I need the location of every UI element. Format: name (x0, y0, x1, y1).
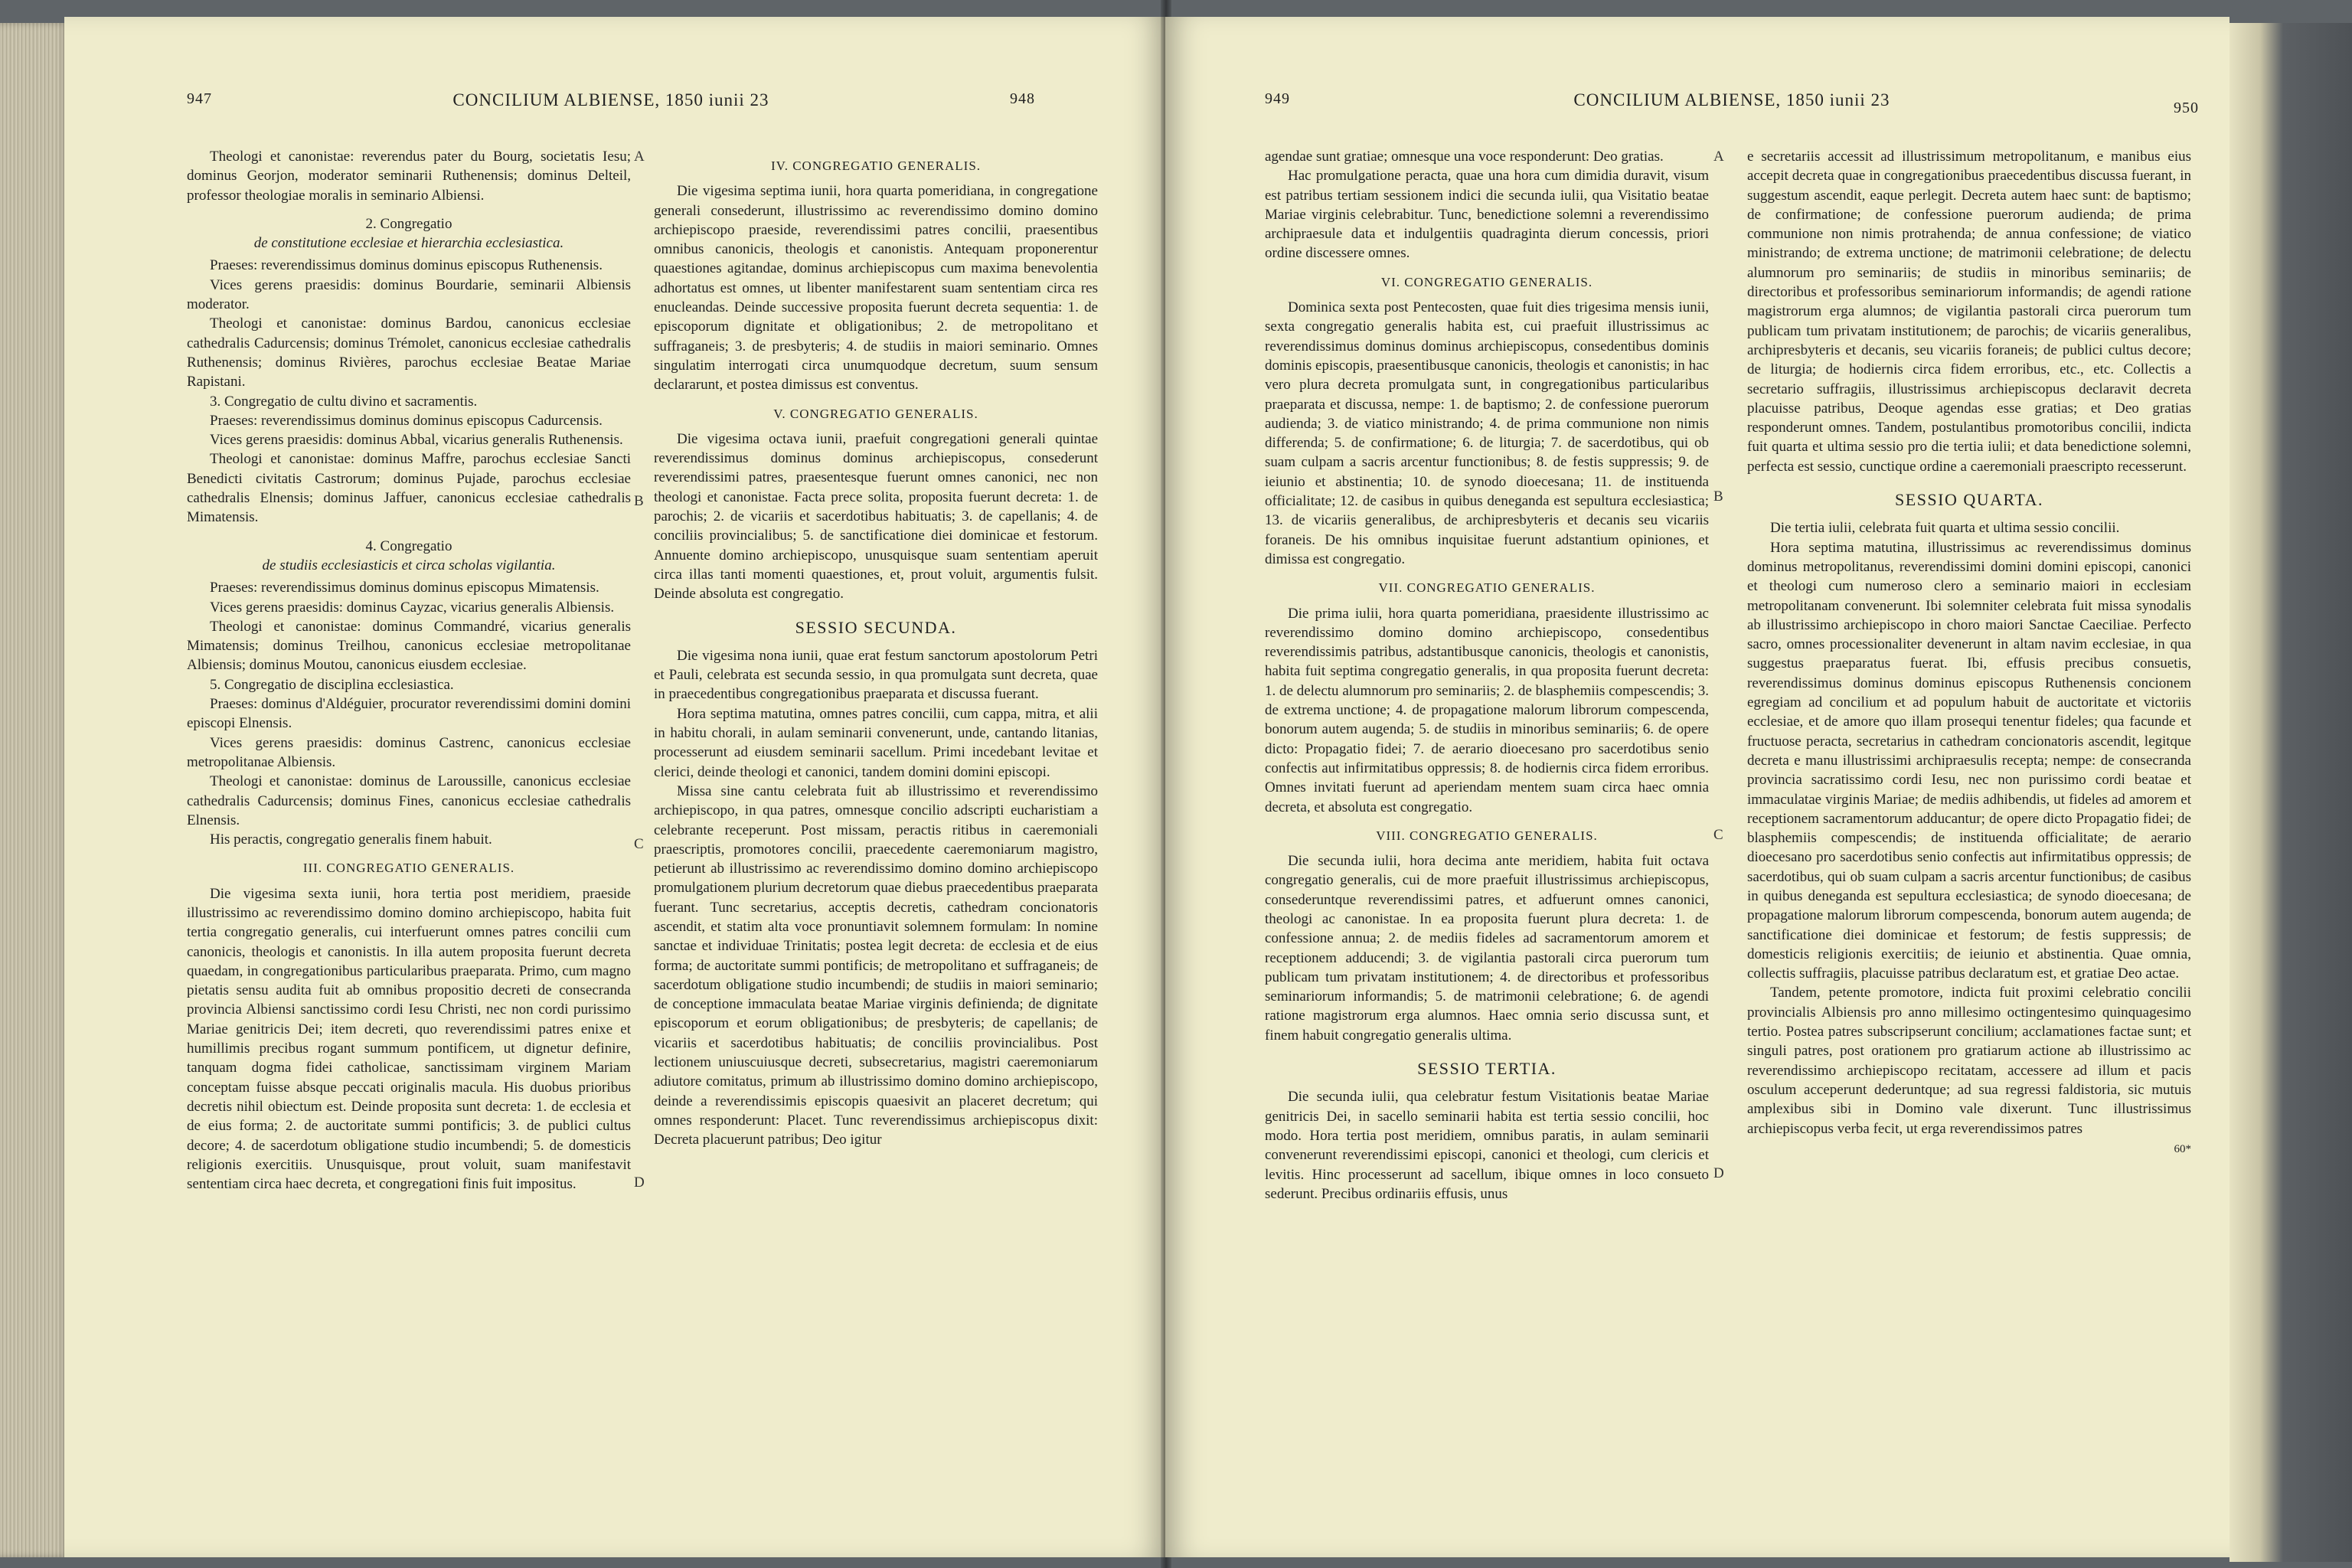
margin-letter-d: D (634, 1174, 645, 1191)
page-number-949: 949 (1265, 90, 1290, 107)
paragraph: Vices gerens praesidis: dominus Castrenc, canonicus ecclesiae metropolitanae Albiensis. (187, 734, 631, 770)
margin-letter-a: A (1713, 149, 1724, 165)
section-heading: VII. CONGREGATIO GENERALIS. (1378, 580, 1596, 596)
paragraph: Dominica sexta post Pentecosten, quae fuit dies trigesima mensis iunii, sexta congregatio generalis habita est, cui praefuit illustrissimus ac reverendissimus dominus dominus archiepiscopus, consedentibus dominis dominis episcopis, praesentibusque canonicis, theologis et canonistis; in hac vero plura decreta promulgata sunt, in congregationibus particularibus praeparata et discussa, nempe: 1. de baptismo; 2. de confessione puerorum audienda; 3. de viatico ministrando; 4. de prima communione non nimis differenda; 5. de confirmatione; 6. de liturgia; 7. de sacerdotibus, qui ob suam culpam a sacris arcentur functionibus; 8. de festis suppressis; 9. de ieiunio et abstinentia; 10. de synodo dioecesana; 11. de instituenda officialitate; 12. de casibus in quibus deneganda est sepultura ecclesiastica; 13. de vicariis generalibus, de archipresbyteris et decanis seu vicariis foraneis. De his omnibus inquisitae fuerunt adstantium opiniones, et dimissa est congregatio. (1265, 299, 1709, 567)
paragraph: Die secunda iulii, qua celebratur festum Visitationis beatae Mariae genitricis Dei, in sacello seminarii habita est tertia sessio concilii, hoc modo. Hora tertia post meridiem, omnibus paratis, in aulam seminarii convenerunt reverendissimi episcopi, canonici et theologi, cum clericis et levitis. Hinc processerunt ad sacellum, ibique omnes in loco consueto sederunt. Precibus ordinariis effusis, unus (1265, 1089, 1709, 1202)
left-page (64, 17, 1165, 1557)
paragraph: Theologi et canonistae: reverendus pater du Bourg, societatis Iesu; dominus Georjon, moderator seminarii Ruthenensis; dominus Delteil, professor theologiae moralis in seminario Albiensi. (187, 149, 631, 204)
paragraph: agendae sunt gratiae; omnesque una voce responderunt: Deo gratias. (1265, 149, 1664, 165)
section-heading: VIII. CONGREGATIO GENERALIS. (1376, 828, 1598, 843)
paragraph: Vices gerens praesidis: dominus Abbal, vicarius generalis Ruthenensis. (210, 432, 623, 449)
section-heading: VI. CONGREGATIO GENERALIS. (1380, 274, 1593, 289)
book-right-edge (2230, 23, 2352, 1562)
right-page (1165, 17, 2230, 1557)
margin-letter-c: C (634, 836, 644, 852)
paragraph: Missa sine cantu celebrata fuit ab illustrissimo et reverendissimo archiepiscopo, in qua patres, omnesque concilio adscripti eucharistiam a celebrante receperunt. Post missam, peractis ritibus in caeremoniali praescriptis, promotores concilii, praecedente caeremoniarum magistro, petierunt ab illustrissimo ac reverendissimo domino domino archiepiscopo promulgationem plurium decretorum quae diebus praecedentibus praeparata fuerant. Tunc secretarius, acceptis decretis, cathedram concionatoris ascendit, et statim alta voce pronuntiavit solemnem formulam: In nomine sanctae et individuae Trinitatis; postea legit decreta: de ecclesia et de eius forma; de auctoritate summi pontificis; de metropolitano et suffraganeis; de sacerdotum obligatione studio incumbendi; de studiis in maiori seminario; de conceptione immaculata beatae Mariae virginis definienda; de dignitate episcoporum et eorum obligationibus; de presbyteris; de capellanis; de vicariis et sacerdotibus habituatis; de conciliis provincialibus. Post lectionem uniuscuiusque decreti, subsecretarius, magistri caeremoniarum adiutore comitatus, primum ab illustrissimo domino domino archiepiscopo, deinde a reverendissimis episcopis quaesivit an placeret decretum; qui omnes responderunt: Placet. Tunc reverendissimus archiepiscopus dixit: Decreta placuerunt patribus; Deo igitur (654, 782, 1098, 1148)
congregation-subtitle: de constitutione ecclesiae et hierarchia ecclesiastica. (253, 235, 564, 252)
session-heading: SESSIO SECUNDA. (795, 617, 957, 637)
signature-mark: 60* (2174, 1142, 2191, 1155)
congregation-title: 4. Congregatio (365, 537, 452, 554)
paragraph: Die vigesima nona iunii, quae erat festum sanctorum apostolorum Petri et Pauli, celebrata est secunda sessio, in qua promulgata sunt decreta, quae in praecedentibus congregationibus praeparata et discussa fuerant. (654, 647, 1098, 703)
paragraph: Theologi et canonistae: dominus Commandré, vicarius generalis Mimatensis; dominus Treilhou, canonicus ecclesiae metropolitanae Albiensis; dominus Moutou, canonicus eiusdem ecclesiae. (187, 618, 631, 674)
margin-letter-a: A (634, 149, 645, 165)
page-number-950: 950 (2174, 100, 2199, 116)
page-number-947: 947 (187, 90, 212, 107)
section-heading: III. CONGREGATIO GENERALIS. (302, 861, 515, 876)
book-page-edges (0, 23, 69, 1557)
paragraph: Vices gerens praesidis: dominus Bourdarie, seminarii Albiensis moderator. (187, 276, 631, 313)
congregation-subtitle: de studiis ecclesiasticis et circa scholas vigilantia. (262, 557, 556, 573)
left-page-column-2 (654, 147, 1098, 1150)
running-title: CONCILIUM ALBIENSE, 1850 iunii 23 (452, 90, 769, 109)
paragraph: e secretariis accessit ad illustrissimum metropolitanum, e manibus eius accepit decreta quae in congregationibus praecedentibus discussa fuerant, in suggestum ascendit, eaque perlegit. Decreta autem haec sunt: de baptismo; de confirmatione; de confessione puerorum audienda; de prima communione non nimis protrahenda; de annua confessione; de viatico ministrando; de extrema unctione; de matrimonii celebratione; de delectu alumnorum pro seminariis; de studiis in minoribus seminariis; de directoribus et professoribus seminariorum informandis; de agendi ratione magistrorum erga alumnos; de vigilantia pastorali circa puerorum tum publicam tum privatam institutionem; de parochis; de vicariis generalibus, archipresbyteris et decanis, seu vicariis foraneis; de publici cultus decore; de liturgia; de hodiernis circa fidem erroribus, etc., etc. Collectis a secretario suffragiis, illustrissimus archiepiscopus declaravit decreta placuisse patribus, Deoque agendas esse gratias; et Deo gratias responderunt omnes. Tandem, postulantibus promotoribus concilii, indicta fuit quarta et ultima sessio pro die tertia iulii; et data benedictione solemni, perfecta est sessio, cunctique ordine a caeremoniali praescripto recesserunt. (1747, 149, 2191, 475)
paragraph: Hora septima matutina, omnes patres concilii, cum cappa, mitra, et alii in habitu chorali, in aulam seminarii convenerunt, unde, cantando litanias, processerunt ad eiusdem seminarii sacellum. Primi incedebant levitae et clerici, deinde theologi et canonici, tandem domini domini episcopi. (654, 705, 1098, 780)
left-page-column-1 (187, 147, 631, 1194)
right-page-column-1 (1265, 147, 1709, 1204)
paragraph: Praeses: reverendissimus dominus dominus episcopus Ruthenensis. (210, 257, 603, 274)
section-heading: V. CONGREGATIO GENERALIS. (773, 406, 978, 421)
right-page-column-2 (1747, 147, 2191, 1159)
paragraph: Tandem, petente promotore, indicta fuit proximi celebratio concilii provincialis Albiensis pro anno millesimo octingentesimo quinquagesimo tertio. Postea patres subscripserunt concilium; acclamationes factae sunt; et singuli patres, post orationem pro gratiarum actione ab illustrissimo ac reverendissimo archiepiscopo recitatam, accessere ad illum et pacis osculum acceperunt dederuntque; ad sua regressi faldistoria, sic mutuis amplexibus sibi in Domino vale dixerunt. Tunc illustrissimus archiepiscopus verba fecit, ut erga reverendissimos patres (1747, 985, 2191, 1137)
paragraph: Praeses: reverendissimus dominus dominus episcopus Mimatensis. (210, 580, 599, 596)
paragraph: Theologi et canonistae: dominus Maffre, parochus ecclesiae Sancti Benedicti civitatis Castrorum; dominus Pujade, parochus ecclesiae cathedralis Elnensis; dominus Jaffuer, canonicus ecclesiae cathedralis Mimatensis. (187, 451, 631, 526)
paragraph: Die secunda iulii, hora decima ante meridiem, habita fuit octava congregatio generalis, cui de more praefuit illustrissimus archiepiscopus, consederuntque reverendissimi patres, et adfuerunt omnes canonici, theologi ac canonistae. In ea proposita fuerunt plura decreta: 1. de confessione annua; 2. de mediis fideles ad sacramentorum amorem et receptionem adducendi; 3. de vigilantia pastorali circa puerorum tum publicam tum privatam institutionem; 4. de directoribus et professoribus seminariorum informandis; 5. de matrimonii celebratione; 6. de agendi ratione magistrorum erga alumnos. Haec omnia serio discussa sunt, et finem habuit congregatio generalis ultima. (1265, 853, 1709, 1044)
paragraph: 3. Congregatio de cultu divino et sacramentis. (210, 393, 478, 410)
paragraph: Praeses: reverendissimus dominus dominus episcopus Cadurcensis. (210, 412, 603, 429)
paragraph: 5. Congregatio de disciplina ecclesiastica. (210, 676, 454, 693)
margin-letter-c: C (1713, 827, 1723, 843)
page-number-948: 948 (1010, 90, 1035, 107)
left-running-head (187, 90, 1035, 121)
congregation-title: 2. Congregatio (365, 215, 452, 232)
running-title: CONCILIUM ALBIENSE, 1850 iunii 23 (1573, 90, 1890, 109)
paragraph: Praeses: dominus d'Aldéguier, procurator reverendissimi domini domini episcopi Elnensis. (187, 696, 631, 732)
paragraph: Die prima iulii, hora quarta pomeridiana, praesidente illustrissimo ac reverendissimo domino domino archiepiscopo, consedentibus reverendissimis patribus, adstantibusque canonicis, theologis et canonistis, habita fuit septima congregatio generalis, in qua proposita fuerunt decreta: 1. de delectu alumnorum pro seminariis; 2. de blasphemiis compescendis; 3. de extrema unctione; 4. de propagatione malorum librorum compescenda, bonorum autem augenda; 5. de studiis in minoribus seminariis; 6. de opere dicto: Propagatio fidei; 7. de aerario dioecesano pro sacerdotibus senio confectis aut infirmitatibus oppressis; 8. de hodiernis circa fidem erroribus. Omnes invitati fuerunt ad aperiendam mentem suam circa haec omnia decreta, et absoluta est congregatio. (1265, 605, 1709, 815)
margin-letter-b: B (1713, 488, 1723, 505)
paragraph: His peractis, congregatio generalis finem habuit. (210, 831, 492, 848)
paragraph: Die vigesima octava iunii, praefuit congregationi generali quintae reverendissimus dominus dominus archiepiscopus, consederunt reverendissimi patres, praesentesque fuerunt omnes canonici, nec non theologi et canonistae. Facta prece solita, proposita fuerunt decreta: 1. de parochis; 2. de vicariis et sacerdotibus habituatis; 3. de capellanis; 4. de conciliis provincialibus; 5. de sanctificatione diei dominicae et festorum. Annuente domino archiepiscopo, unusquisque suam sententiam aperuit circa illas tanti momenti quaestiones, et, prout voluit, argumentis fulsit. Deinde absoluta est congregatio. (654, 430, 1098, 603)
session-heading: SESSIO QUARTA. (1895, 490, 2043, 510)
paragraph: Die tertia iulii, celebrata fuit quarta et ultima sessio concilii. (1770, 520, 2120, 537)
paragraph: Theologi et canonistae: dominus de Laroussille, canonicus ecclesiae cathedralis Cadurcensis; dominus Fines, canonicus ecclesiae cathedralis Elnensis. (187, 773, 631, 828)
session-heading: SESSIO TERTIA. (1417, 1059, 1557, 1079)
paragraph: Theologi et canonistae: dominus Bardou, canonicus ecclesiae cathedralis Cadurcensis; dominus Trémolet, canonicus ecclesiae cathedralis Ruthenensis; dominus Rivières, parochus ecclesiae Beatae Mariae Rapistani. (187, 315, 631, 390)
section-heading: IV. CONGREGATIO GENERALIS. (770, 158, 982, 173)
paragraph: Die vigesima septima iunii, hora quarta pomeridiana, in congregatione generali consederunt, illustrissimo ac reverendissimo domino domino archiepiscopo praeside, reverendissimi patres concilii, praesentibus omnibus canonicis, theologis et canonistis. Antequam proponerentur quaestiones agitandae, dominus archiepiscopus cum maxima benevolentia adhortatus est omnes, ut libenter manifestarent suam sententiam circa res enucleandas. Deinde successive proposita fuerunt decreta sequentia: 1. de episcoporum dignitate et obligationibus; 2. de metropolitano et suffraganeis; 3. de presbyteris; 4. de studiis in maiori seminario. Omnes singulatim interrogati circa unumquodque decretum, suum sensum declararunt, et postea dimissus est conventus. (654, 183, 1098, 394)
paragraph: Hac promulgatione peracta, quae una hora cum dimidia duravit, visum est patribus tertiam sessionem indici die secunda iulii, qua Visitatio beatae Mariae virginis celebrabitur. Tunc, benedictione solemni a reverendissimo archipraesule data et indulgentiis quadraginta dierum concessis, priori ordine discessere omnes. (1265, 168, 1709, 262)
paragraph: Vices gerens praesidis: dominus Cayzac, vicarius generalis Albiensis. (210, 599, 615, 616)
paragraph: Hora septima matutina, illustrissimus ac reverendissimus dominus dominus metropolitanus, reverendissimi domini domini episcopi, canonici et theologi cum numeroso clero a seminario maiori in ecclesiam metropolitanam convenerunt. Ibi solemniter celebrata fuit missa synodalis ab illustrissimo archiepiscopo in choro maiori Sanctae Caeciliae. Perfecto sacro, omnes processionaliter devenerunt in altam navim ecclesiae, in qua suggestus praeparatus fuerat. Ibi, effusis precibus consuetis, reverendissimus dominus dominus episcopus Ruthenensis concionem egregiam ad concilium et ad populum habuit de auctoritate et victoriis ecclesiae, et de amore quo illam prosequi tenentur fideles; qua facunde et fructuose peracta, secretarius in cathedram concionatoris ascendit, legitque decreta e manu illustrissimi archipraesulis recepta; nempe: de consecranda provincia sacratissimo cordi Iesu, nec non purissimo cordi beatae et immaculatae virginis Mariae; de mediis adhibendis, ut fideles ad amorem et receptionem sacramentorum adducantur; de opere dicto Propagatio fidei; de blasphemiis compescendis; de instituenda officialitate; de aerario dioecesano pro sacerdotibus senio confectis aut infirmitatibus oppressis; de sacerdotibus, qui ob suam culpam a sacris arcentur functionibus; de casibus in quibus deneganda est sepultura ecclesiastica; de synodo dioecesana; de propagatione malorum librorum compescenda, bonorum autem augenda; de sanctificatione diei dominicae et festorum; de festis suppressis; de domesticis religionis exercitiis; de ieiunio et abstinentia. Quae omnia, collectis suffragiis, placuisse patribus declaratum est, et gratiae Deo actae. (1747, 539, 2191, 982)
margin-letter-d: D (1713, 1165, 1724, 1181)
right-running-head (1265, 90, 2199, 121)
margin-letter-b: B (634, 493, 644, 509)
paragraph: Die vigesima sexta iunii, hora tertia post meridiem, praeside illustrissimo ac reverendissimo domino domino archiepiscopo, habita fuit tertia congregatio generalis, cui interfuerunt omnes patres concilii cum canonicis, theologis et canonistis. In illa autem proposita fuerunt decreta quaedam, in congregationibus particularibus praeparata. Primo, cum magno pietatis sensu audita fuit ab omnibus propositio decreti de consecranda provincia Albiensi sanctissimo cordi Iesu Christi, nec non cordi purissimo Mariae genitricis Dei; item decreti, quo reverendissimi patres enixe et humillimis precibus rogant summum pontificem, ut dignetur definire, tanquam dogma fidei catholicae, sanctissimam virginem Mariam conceptam fuisse absque peccati originalis macula. His duobus prioribus decretis nihil obiectum est. Deinde proposita sunt decreta: 1. de ecclesia et de eius forma; 2. de auctoritate summi pontificis; 3. de publici cultus decore; 4. de sacerdotum obligatione studio incumbendi; 5. de domesticis religionis exercitiis. Unusquisque, prout voluit, suam manifestavit sententiam circa haec decreta, et congregationi finis fuit impositus. (187, 885, 631, 1193)
